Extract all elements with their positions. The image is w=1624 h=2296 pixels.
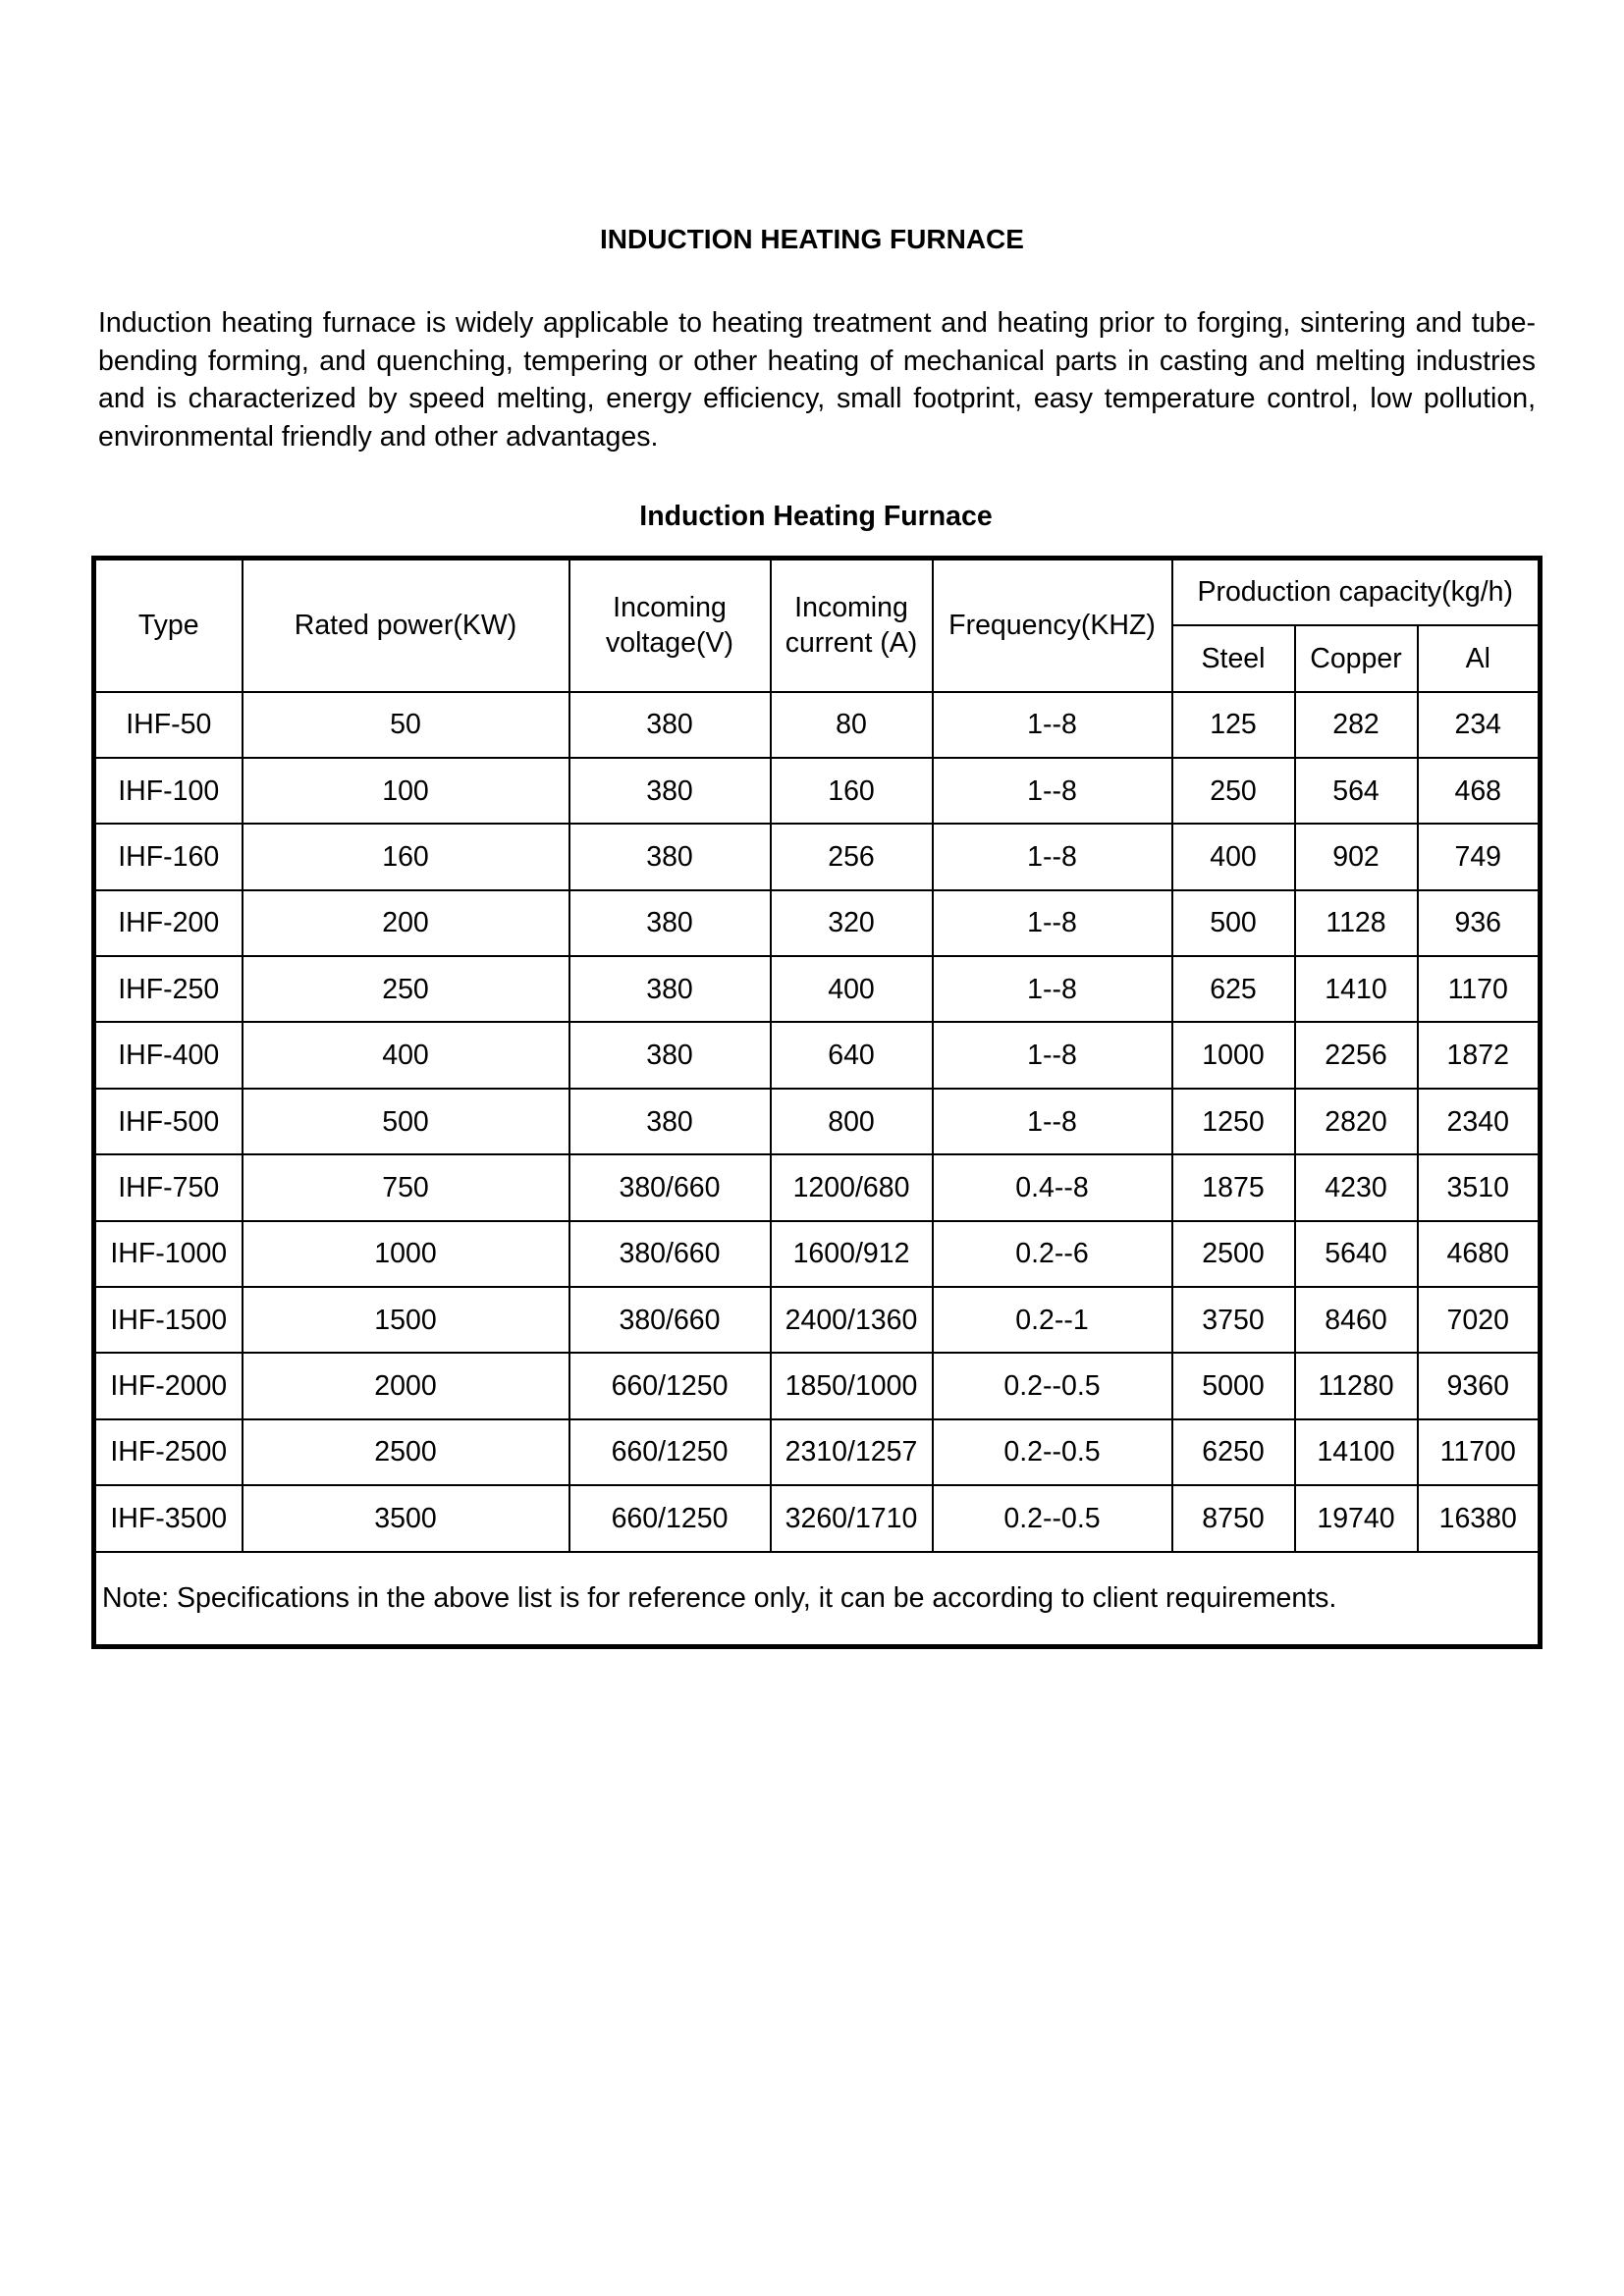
cell-frequency: 1--8	[933, 758, 1172, 824]
cell-steel: 1000	[1172, 1022, 1295, 1088]
table-body	[94, 692, 1541, 1552]
cell-type: IHF-3500	[94, 1485, 243, 1551]
cell-incoming-current: 320	[771, 890, 933, 956]
cell-type: IHF-250	[94, 956, 243, 1022]
cell-steel: 1875	[1172, 1154, 1295, 1220]
cell-al: 7020	[1418, 1287, 1541, 1353]
cell-type: IHF-200	[94, 890, 243, 956]
table-row	[94, 1022, 1541, 1088]
cell-copper: 564	[1295, 758, 1418, 824]
cell-al: 749	[1418, 824, 1541, 889]
cell-incoming-current: 80	[771, 692, 933, 758]
cell-al: 936	[1418, 890, 1541, 956]
cell-rated-power: 1000	[243, 1221, 569, 1287]
cell-incoming-current: 160	[771, 758, 933, 824]
cell-al: 11700	[1418, 1419, 1541, 1485]
cell-frequency: 0.2--0.5	[933, 1353, 1172, 1418]
cell-type: IHF-2000	[94, 1353, 243, 1418]
table-row	[94, 1221, 1541, 1287]
table-row	[94, 1353, 1541, 1418]
cell-type: IHF-2500	[94, 1419, 243, 1485]
cell-frequency: 1--8	[933, 1089, 1172, 1154]
cell-frequency: 0.2--0.5	[933, 1485, 1172, 1551]
cell-al: 1872	[1418, 1022, 1541, 1088]
cell-rated-power: 500	[243, 1089, 569, 1154]
cell-rated-power: 200	[243, 890, 569, 956]
cell-incoming-current: 1850/1000	[771, 1353, 933, 1418]
table-row	[94, 824, 1541, 889]
cell-steel: 500	[1172, 890, 1295, 956]
cell-frequency: 0.4--8	[933, 1154, 1172, 1220]
cell-frequency: 1--8	[933, 692, 1172, 758]
cell-incoming-voltage: 660/1250	[569, 1353, 771, 1418]
cell-copper: 2256	[1295, 1022, 1418, 1088]
header-al: Al	[1418, 625, 1541, 692]
cell-al: 1170	[1418, 956, 1541, 1022]
cell-steel: 8750	[1172, 1485, 1295, 1551]
cell-frequency: 1--8	[933, 890, 1172, 956]
cell-copper: 5640	[1295, 1221, 1418, 1287]
cell-type: IHF-160	[94, 824, 243, 889]
table-row	[94, 956, 1541, 1022]
cell-copper: 4230	[1295, 1154, 1418, 1220]
cell-incoming-voltage: 380	[569, 1089, 771, 1154]
header-production-capacity: Production capacity(kg/h)	[1172, 559, 1541, 625]
cell-type: IHF-100	[94, 758, 243, 824]
cell-rated-power: 50	[243, 692, 569, 758]
cell-frequency: 0.2--1	[933, 1287, 1172, 1353]
cell-incoming-voltage: 380	[569, 956, 771, 1022]
cell-al: 234	[1418, 692, 1541, 758]
cell-copper: 8460	[1295, 1287, 1418, 1353]
cell-steel: 3750	[1172, 1287, 1295, 1353]
cell-incoming-voltage: 660/1250	[569, 1485, 771, 1551]
cell-steel: 625	[1172, 956, 1295, 1022]
cell-frequency: 0.2--6	[933, 1221, 1172, 1287]
cell-copper: 1410	[1295, 956, 1418, 1022]
cell-incoming-voltage: 380/660	[569, 1154, 771, 1220]
cell-al: 16380	[1418, 1485, 1541, 1551]
cell-steel: 400	[1172, 824, 1295, 889]
table-row	[94, 1287, 1541, 1353]
cell-rated-power: 750	[243, 1154, 569, 1220]
cell-copper: 19740	[1295, 1485, 1418, 1551]
table-note: Note: Specifications in the above list is for reference only, it can be according to client requirements.	[94, 1552, 1541, 1647]
header-rated-power: Rated power(KW)	[243, 559, 569, 692]
cell-type: IHF-1000	[94, 1221, 243, 1287]
header-steel: Steel	[1172, 625, 1295, 692]
cell-incoming-voltage: 380	[569, 692, 771, 758]
cell-incoming-voltage: 380	[569, 890, 771, 956]
cell-frequency: 1--8	[933, 956, 1172, 1022]
cell-rated-power: 400	[243, 1022, 569, 1088]
cell-steel: 125	[1172, 692, 1295, 758]
cell-al: 468	[1418, 758, 1541, 824]
cell-steel: 2500	[1172, 1221, 1295, 1287]
cell-type: IHF-1500	[94, 1287, 243, 1353]
table-row	[94, 1485, 1541, 1551]
cell-steel: 250	[1172, 758, 1295, 824]
cell-incoming-current: 2400/1360	[771, 1287, 933, 1353]
document-title: INDUCTION HEATING FURNACE	[600, 224, 1024, 254]
cell-copper: 282	[1295, 692, 1418, 758]
cell-al: 4680	[1418, 1221, 1541, 1287]
cell-incoming-voltage: 660/1250	[569, 1419, 771, 1485]
cell-incoming-current: 2310/1257	[771, 1419, 933, 1485]
table-row	[94, 890, 1541, 956]
cell-rated-power: 160	[243, 824, 569, 889]
table-row	[94, 1089, 1541, 1154]
cell-steel: 6250	[1172, 1419, 1295, 1485]
cell-rated-power: 2500	[243, 1419, 569, 1485]
table-row	[94, 758, 1541, 824]
cell-incoming-current: 1600/912	[771, 1221, 933, 1287]
cell-rated-power: 250	[243, 956, 569, 1022]
cell-frequency: 0.2--0.5	[933, 1419, 1172, 1485]
cell-al: 9360	[1418, 1353, 1541, 1418]
cell-rated-power: 3500	[243, 1485, 569, 1551]
header-copper: Copper	[1295, 625, 1418, 692]
table-title: Induction Heating Furnace	[639, 501, 993, 532]
cell-type: IHF-50	[94, 692, 243, 758]
cell-type: IHF-500	[94, 1089, 243, 1154]
cell-rated-power: 100	[243, 758, 569, 824]
cell-rated-power: 1500	[243, 1287, 569, 1353]
cell-steel: 1250	[1172, 1089, 1295, 1154]
header-type: Type	[94, 559, 243, 692]
cell-incoming-current: 640	[771, 1022, 933, 1088]
cell-incoming-current: 400	[771, 956, 933, 1022]
cell-type: IHF-400	[94, 1022, 243, 1088]
cell-copper: 11280	[1295, 1353, 1418, 1418]
cell-copper: 1128	[1295, 890, 1418, 956]
cell-incoming-current: 800	[771, 1089, 933, 1154]
cell-incoming-voltage: 380	[569, 758, 771, 824]
cell-copper: 2820	[1295, 1089, 1418, 1154]
cell-incoming-voltage: 380/660	[569, 1221, 771, 1287]
table-row	[94, 692, 1541, 758]
cell-type: IHF-750	[94, 1154, 243, 1220]
cell-incoming-current: 1200/680	[771, 1154, 933, 1220]
table-row	[94, 1154, 1541, 1220]
header-incoming-current: Incoming current (A)	[771, 559, 933, 692]
cell-incoming-current: 256	[771, 824, 933, 889]
cell-steel: 5000	[1172, 1353, 1295, 1418]
cell-frequency: 1--8	[933, 824, 1172, 889]
specification-table	[91, 556, 1543, 1649]
cell-incoming-voltage: 380	[569, 824, 771, 889]
cell-incoming-voltage: 380/660	[569, 1287, 771, 1353]
cell-al: 2340	[1418, 1089, 1541, 1154]
cell-rated-power: 2000	[243, 1353, 569, 1418]
cell-incoming-voltage: 380	[569, 1022, 771, 1088]
table-row	[94, 1419, 1541, 1485]
intro-paragraph: Induction heating furnace is widely applicable to heating treatment and heating prior to forging, sintering and tube-bending forming, and quenching, tempering or other heating of mechanical parts in casting and melting industries and is characterized by speed melting, energy efficiency, small footprint, easy temperature control, low pollution, environmental friendly and other advantages.	[98, 307, 1536, 453]
cell-copper: 14100	[1295, 1419, 1418, 1485]
cell-al: 3510	[1418, 1154, 1541, 1220]
header-frequency: Frequency(KHZ)	[933, 559, 1172, 692]
cell-copper: 902	[1295, 824, 1418, 889]
cell-frequency: 1--8	[933, 1022, 1172, 1088]
cell-incoming-current: 3260/1710	[771, 1485, 933, 1551]
header-incoming-voltage: Incoming voltage(V)	[569, 559, 771, 692]
